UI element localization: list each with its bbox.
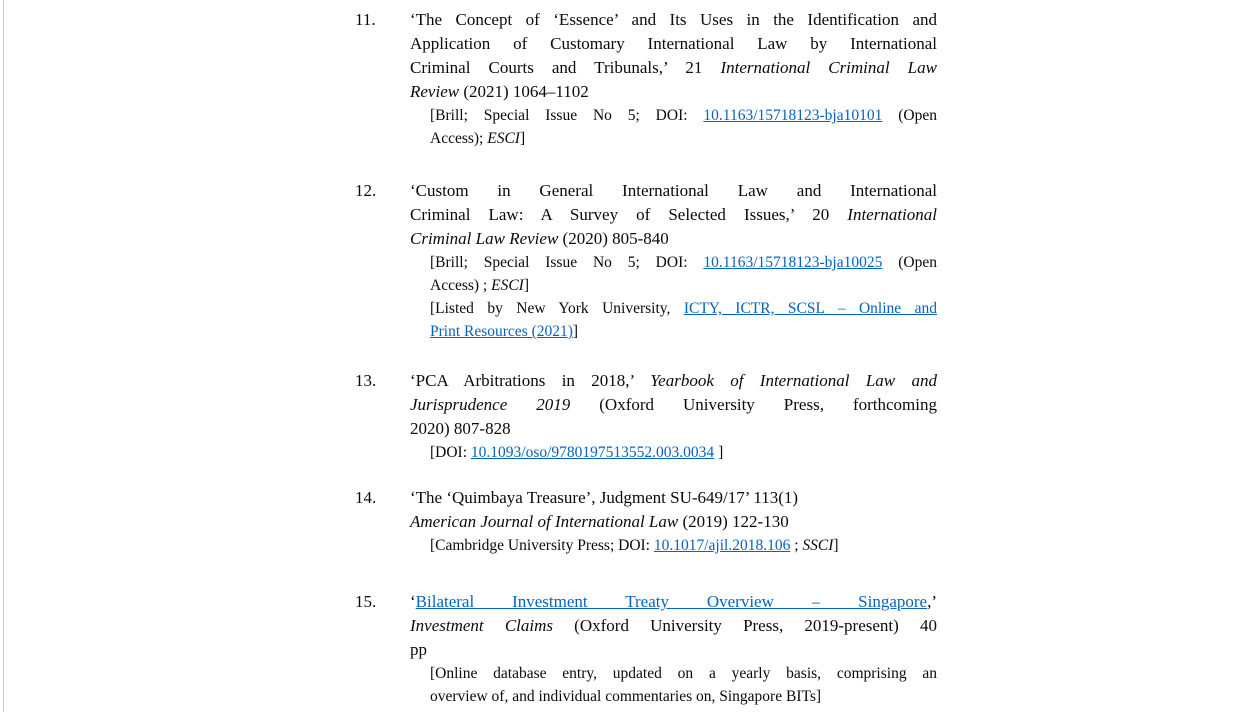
citation-line <box>410 369 937 393</box>
citation-body <box>410 179 937 343</box>
note-line <box>430 104 937 127</box>
item-number: 15. <box>355 592 377 611</box>
publication-item <box>355 369 940 464</box>
plain-text: [Brill; Special Issue No 5; DOI: <box>430 254 704 271</box>
doi-link-15718123-bja10101[interactable]: 10.1163/15718123-bja10101 <box>703 107 883 124</box>
italic-text: American Journal of International Law <box>410 512 679 531</box>
citation-line <box>410 614 937 638</box>
plain-text: (Oxford University Press, forthcoming <box>570 395 937 414</box>
plain-text: [Brill; Special Issue No 5; DOI: <box>430 107 704 124</box>
note-line <box>430 534 937 557</box>
citation-notes <box>430 104 937 150</box>
page-left-border <box>3 0 4 712</box>
item-number: 13. <box>355 371 377 390</box>
plain-text: ] <box>833 537 839 554</box>
note-line <box>430 441 937 464</box>
plain-text: overview of, and individual commentaries on, Singapore BITs] <box>430 688 822 705</box>
citation-line <box>410 638 937 662</box>
italic-text: International Criminal Law <box>720 58 937 77</box>
plain-text: [Cambridge University Press; DOI: <box>430 537 654 554</box>
citation-line <box>410 590 937 614</box>
italic-text: International <box>847 205 937 224</box>
citation-line <box>410 227 937 251</box>
italic-text: Yearbook of International Law and <box>650 371 937 390</box>
citation-line <box>410 80 937 104</box>
plain-text: ] <box>714 444 724 461</box>
citation-body <box>410 590 937 708</box>
citation-line <box>410 56 937 80</box>
italic-text: SSCI <box>802 537 834 554</box>
plain-text: ] <box>572 323 579 340</box>
plain-text: (2021) 1064–1102 <box>459 82 589 101</box>
citation-body <box>410 369 937 464</box>
italic-text: Criminal Law Review <box>410 229 559 248</box>
publication-item <box>355 486 940 557</box>
note-line <box>430 320 937 343</box>
plain-text: ‘PCA Arbitrations in 2018,’ <box>410 371 651 390</box>
plain-text: ‘ <box>410 592 416 611</box>
plain-text: [Online database entry, updated on a yearly basis, comprising an <box>430 665 937 682</box>
item-number: 14. <box>355 488 377 507</box>
citation-notes <box>430 534 937 557</box>
citation-notes <box>430 441 937 464</box>
plain-text: ,’ <box>927 592 937 611</box>
note-line <box>430 251 937 274</box>
item-number: 11. <box>355 10 376 29</box>
plain-text: ] <box>519 130 526 147</box>
publication-list <box>355 8 940 708</box>
note-line <box>430 297 937 320</box>
plain-text: 2020) 807-828 <box>410 419 511 438</box>
italic-text: ESCI <box>487 130 520 147</box>
plain-text: Access) ; <box>430 277 492 294</box>
citation-notes <box>430 251 937 343</box>
citation-notes <box>430 662 937 708</box>
note-line <box>430 274 937 297</box>
note-line <box>430 127 937 150</box>
plain-text: (2019) 122-130 <box>678 512 789 531</box>
doi-link-ajil-2018-106[interactable]: 10.1017/ajil.2018.106 <box>653 537 791 554</box>
plain-text: (Open <box>882 107 937 124</box>
plain-text: ‘Custom in General International Law and International <box>410 181 937 200</box>
plain-text: (Oxford University Press, 2019-present) 40 <box>553 616 937 635</box>
italic-text: ESCI <box>491 277 524 294</box>
plain-text: [DOI: <box>430 444 471 461</box>
item-number: 12. <box>355 181 377 200</box>
nyu-icty-ictr-scsl-resources-link-line1[interactable]: ICTY, ICTR, SCSL – Online and <box>683 300 937 317</box>
plain-text: Access); <box>430 130 488 147</box>
citation-line <box>410 8 937 32</box>
plain-text: ‘The ‘Quimbaya Treasure’, Judgment SU-649/17’ 113(1) <box>410 488 799 507</box>
publication-item <box>355 590 940 708</box>
plain-text: ; <box>790 537 803 554</box>
plain-text: ] <box>523 277 530 294</box>
plain-text: (Open <box>882 254 937 271</box>
publication-item <box>355 8 940 150</box>
citation-line <box>410 393 937 417</box>
citation-line <box>410 203 937 227</box>
italic-text: Jurisprudence 2019 <box>410 395 571 414</box>
plain-text: Application of Customary International Law by International <box>410 34 937 53</box>
doi-link-oso-9780197513552-003-0034[interactable]: 10.1093/oso/9780197513552.003.0034 <box>470 444 715 461</box>
citation-line <box>410 179 937 203</box>
citation-line <box>410 510 937 534</box>
bit-overview-singapore-link[interactable]: Bilateral Investment Treaty Overview – Singapore <box>415 592 928 611</box>
plain-text: pp <box>410 640 427 659</box>
plain-text: ‘The Concept of ‘Essence’ and Its Uses in the Identification and <box>410 10 937 29</box>
publication-item <box>355 179 940 343</box>
italic-text: Review <box>410 82 460 101</box>
plain-text: Criminal Law: A Survey of Selected Issues,’ 20 <box>410 205 848 224</box>
citation-line <box>410 32 937 56</box>
nyu-icty-ictr-scsl-resources-link-line2[interactable]: Print Resources (2021) <box>430 323 573 340</box>
doi-link-15718123-bja10025[interactable]: 10.1163/15718123-bja10025 <box>703 254 883 271</box>
note-line <box>430 662 937 685</box>
citation-body <box>410 486 937 557</box>
plain-text: Criminal Courts and Tribunals,’ 21 <box>410 58 721 77</box>
citation-body <box>410 8 937 150</box>
plain-text: (2020) 805-840 <box>558 229 669 248</box>
note-line <box>430 685 937 708</box>
citation-line <box>410 486 937 510</box>
citation-line <box>410 417 937 441</box>
italic-text: Investment Claims <box>410 616 553 635</box>
plain-text: [Listed by New York University, <box>430 300 684 317</box>
